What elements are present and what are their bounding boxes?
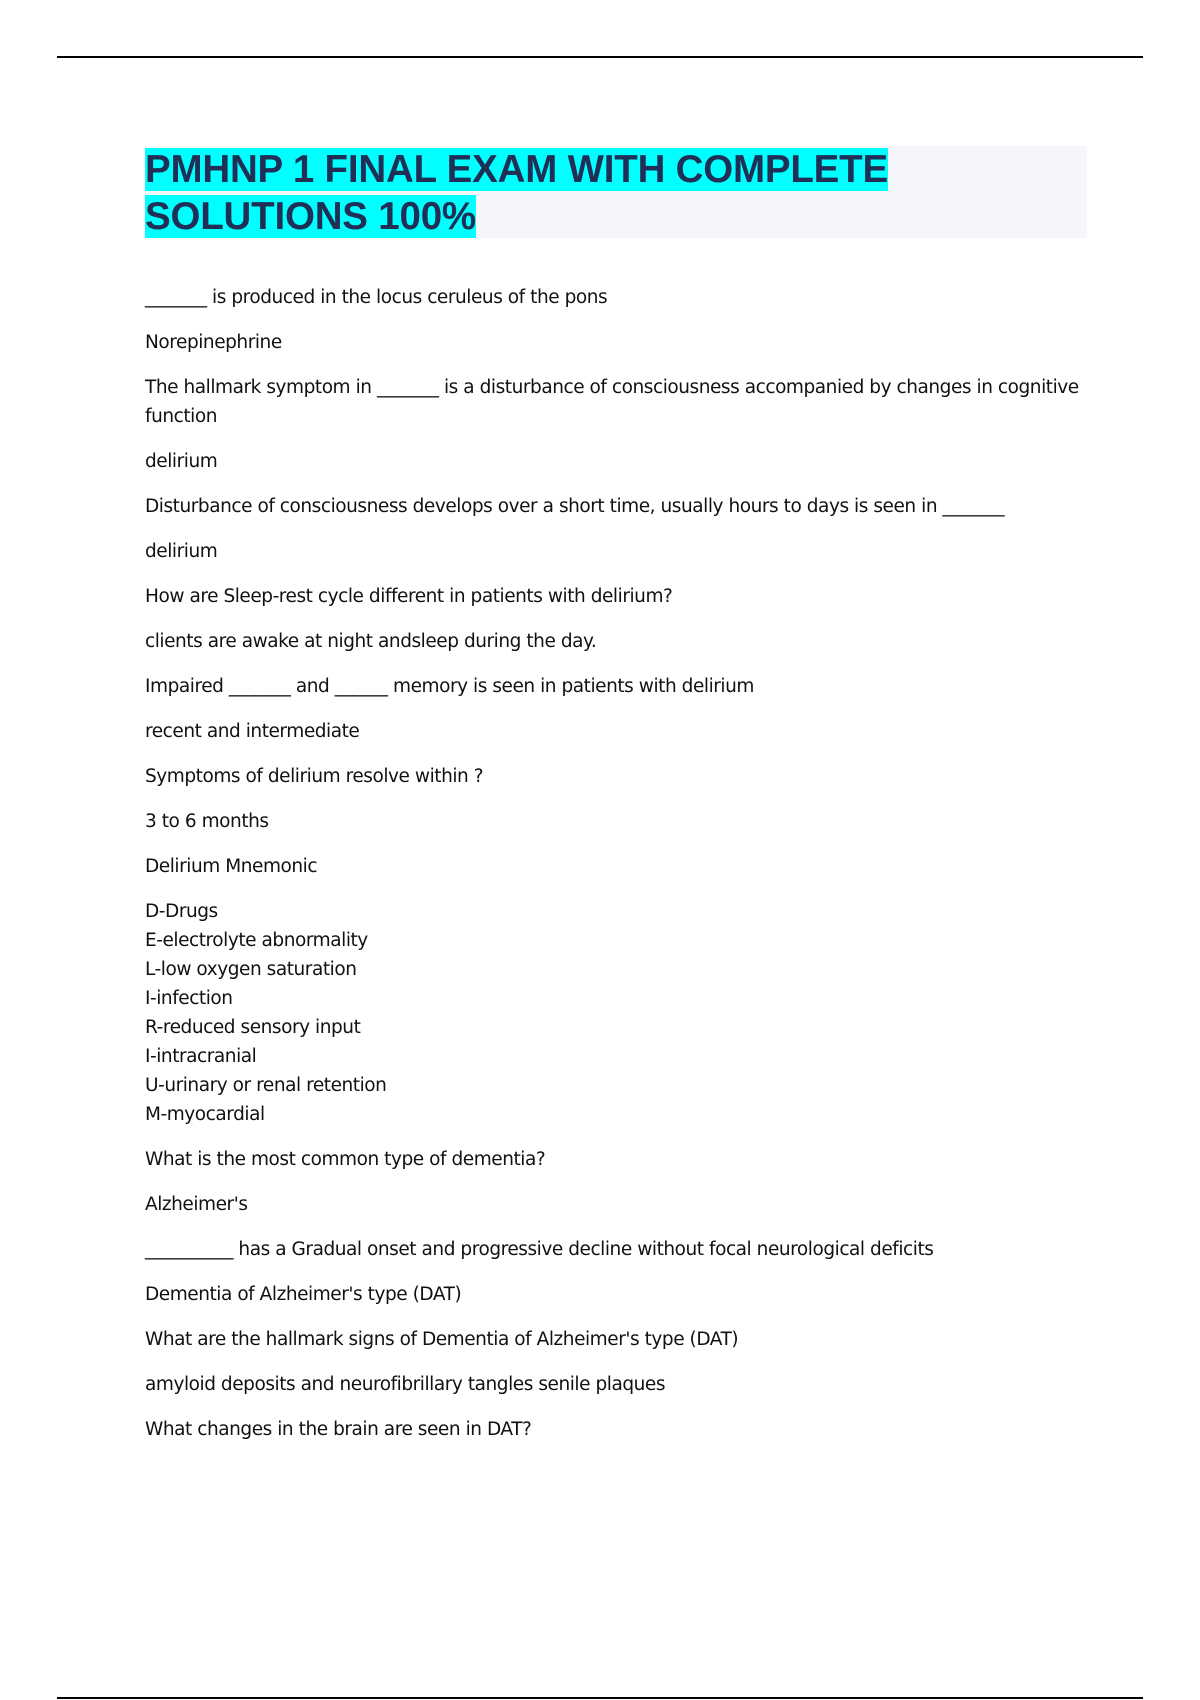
mnemonic-line: I-intracranial <box>145 1046 257 1067</box>
answer-2: delirium <box>145 451 218 472</box>
mnemonic-line: D-Drugs <box>145 901 218 922</box>
question-11: What changes in the brain are seen in DAT? <box>145 1419 532 1440</box>
mnemonic-line: I-infection <box>145 988 233 1009</box>
question-2: The hallmark symptom in _______ is a disturbance of consciousness accompanied by changes in cognitive function <box>145 377 1079 427</box>
mnemonic-line: E-electrolyte abnormality <box>145 930 368 951</box>
mnemonic-line: M-myocardial <box>145 1104 265 1125</box>
answer-3: delirium <box>145 541 218 562</box>
question-4: How are Sleep-rest cycle different in patients with delirium? <box>145 586 673 607</box>
answer-6: 3 to 6 months <box>145 811 269 832</box>
mnemonic-line: L-low oxygen saturation <box>145 959 357 980</box>
question-7: Delirium Mnemonic <box>145 856 318 877</box>
question-10: What are the hallmark signs of Dementia of Alzheimer's type (DAT) <box>145 1329 739 1350</box>
title-block <box>145 146 1087 238</box>
question-5: Impaired _______ and ______ memory is seen in patients with delirium <box>145 676 754 697</box>
document-body <box>145 283 1085 1460</box>
question-8: What is the most common type of dementia? <box>145 1149 546 1170</box>
mnemonic-line: U-urinary or renal retention <box>145 1075 387 1096</box>
answer-9: Dementia of Alzheimer's type (DAT) <box>145 1284 462 1305</box>
question-9: __________ has a Gradual onset and progressive decline without focal neurological deficits <box>145 1239 934 1260</box>
answer-10: amyloid deposits and neurofibrillary tangles senile plaques <box>145 1374 666 1395</box>
document-title <box>145 146 1087 240</box>
top-rule <box>57 56 1143 58</box>
answer-5: recent and intermediate <box>145 721 360 742</box>
mnemonic-line: R-reduced sensory input <box>145 1017 361 1038</box>
answer-8: Alzheimer's <box>145 1194 248 1215</box>
mnemonic-answer <box>145 897 1085 1129</box>
question-3: Disturbance of consciousness develops over a short time, usually hours to days is seen in _______ <box>145 496 1005 517</box>
title-line-1: PMHNP 1 FINAL EXAM WITH COMPLETE <box>145 148 888 191</box>
bottom-rule <box>57 1697 1143 1699</box>
answer-4: clients are awake at night andsleep during the day. <box>145 631 597 652</box>
question-1: _______ is produced in the locus ceruleus of the pons <box>145 287 608 308</box>
question-6: Symptoms of delirium resolve within ? <box>145 766 484 787</box>
title-line-2: SOLUTIONS 100% <box>145 195 476 238</box>
answer-1: Norepinephrine <box>145 332 282 353</box>
